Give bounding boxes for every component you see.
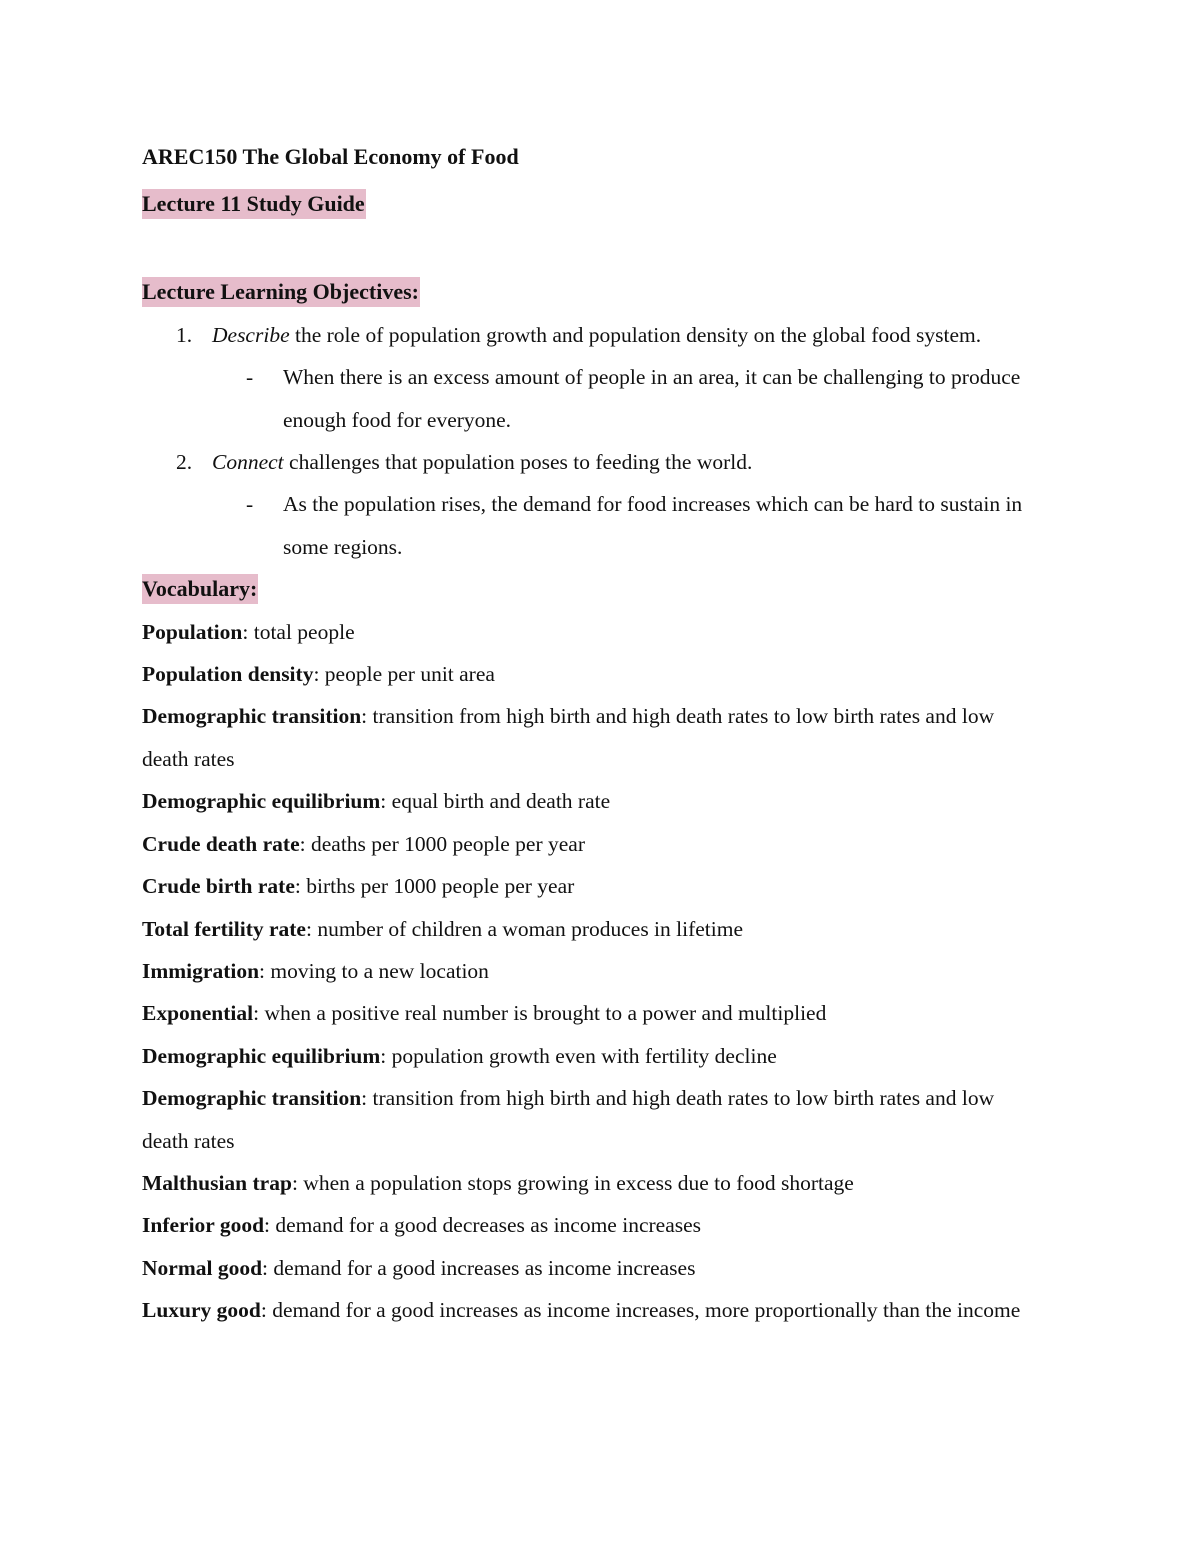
vocab-item [142, 1204, 1042, 1246]
vocab-definition: : demand for a good decreases as income increases [264, 1213, 702, 1238]
vocab-definition: : moving to a new location [259, 958, 489, 983]
vocab-term: Demographic transition [142, 1086, 362, 1111]
vocab-definition: : equal birth and death rate [380, 789, 611, 814]
document-content [142, 137, 1062, 1332]
study-guide-title-line [142, 183, 1062, 225]
vocab-term: Crude death rate [142, 831, 300, 856]
vocab-definition: : number of children a woman produces in lifetime [305, 916, 744, 941]
vocab-definition: : transition from high birth and high death rates to low birth rates and low death rates [142, 1086, 995, 1153]
objective-note-text: As the population rises, the demand for food increases which can be hard to sustain in some regions. [283, 492, 1023, 559]
vocab-item [142, 865, 1042, 907]
vocab-definition: : population growth even with fertility decline [380, 1043, 777, 1068]
vocab-term: Demographic equilibrium [142, 1043, 381, 1068]
vocab-term: Population density [142, 662, 314, 687]
vocab-item [142, 823, 1042, 865]
dash-bullet: - [246, 365, 254, 390]
objective-text: the role of population growth and population density on the global food system. [289, 322, 982, 347]
vocab-item [142, 780, 1042, 822]
vocab-definition: : when a population stops growing in excess due to food shortage [291, 1170, 854, 1195]
vocab-definition: : demand for a good increases as income increases, more proportionally than the income [260, 1298, 1021, 1323]
vocab-term: Malthusian trap [142, 1170, 292, 1195]
objective-note [142, 356, 1023, 441]
objective-note-text: When there is an excess amount of people in an area, it can be challenging to produce enough food for everyone. [283, 365, 1021, 432]
study-guide-title: Lecture 11 Study Guide [142, 189, 366, 219]
dash-bullet: - [246, 492, 254, 517]
course-title: AREC150 The Global Economy of Food [142, 144, 519, 169]
vocab-term: Normal good [142, 1255, 263, 1280]
vocab-item [142, 1162, 1042, 1204]
vocab-term: Crude birth rate [142, 874, 295, 899]
vocab-term: Demographic equilibrium [142, 789, 381, 814]
vocab-term: Demographic transition [142, 704, 362, 729]
vocab-definition: : people per unit area [313, 662, 495, 687]
vocab-item [142, 695, 1042, 780]
vocab-item [142, 611, 1042, 653]
objective-note [142, 483, 1023, 568]
objective-verb: Connect [212, 450, 284, 475]
vocab-item [142, 1035, 1042, 1077]
objective-number: 1. [176, 322, 193, 347]
vocab-term: Luxury good [142, 1298, 261, 1323]
objectives-heading: Lecture Learning Objectives: [142, 277, 420, 307]
objective-line [142, 314, 1062, 356]
vocab-definition: : when a positive real number is brought to a power and multiplied [253, 1001, 827, 1026]
objective-verb: Describe [212, 322, 290, 347]
vocabulary-list [142, 611, 1062, 1332]
vocab-item [142, 1247, 1042, 1289]
vocab-item [142, 908, 1042, 950]
vocab-term: Immigration [142, 958, 260, 983]
vocab-term: Inferior good [142, 1213, 265, 1238]
vocab-definition: : births per 1000 people per year [294, 874, 575, 899]
vocab-term: Population [142, 619, 243, 644]
objectives-list [142, 314, 1062, 568]
objective-number: 2. [176, 450, 193, 475]
objective-item [142, 314, 1062, 441]
vocab-definition: : total people [242, 619, 355, 644]
vocab-definition: : deaths per 1000 people per year [299, 831, 585, 856]
vocab-definition: : transition from high birth and high death rates to low birth rates and low death rates [142, 704, 995, 771]
vocab-item [142, 992, 1042, 1034]
objective-line [142, 441, 1062, 483]
vocab-item [142, 1077, 1042, 1162]
vocabulary-heading: Vocabulary: [142, 574, 258, 604]
objectives-heading-line [142, 271, 1062, 313]
objective-item [142, 441, 1062, 568]
vocab-definition: : demand for a good increases as income increases [262, 1255, 696, 1280]
vocab-item [142, 950, 1042, 992]
vocab-term: Total fertility rate [142, 916, 306, 941]
objective-text: challenges that population poses to feeding the world. [283, 450, 753, 475]
vocab-item [142, 653, 1042, 695]
vocab-item [142, 1289, 1042, 1331]
vocab-term: Exponential [142, 1001, 254, 1026]
vocabulary-heading-line [142, 568, 1062, 610]
